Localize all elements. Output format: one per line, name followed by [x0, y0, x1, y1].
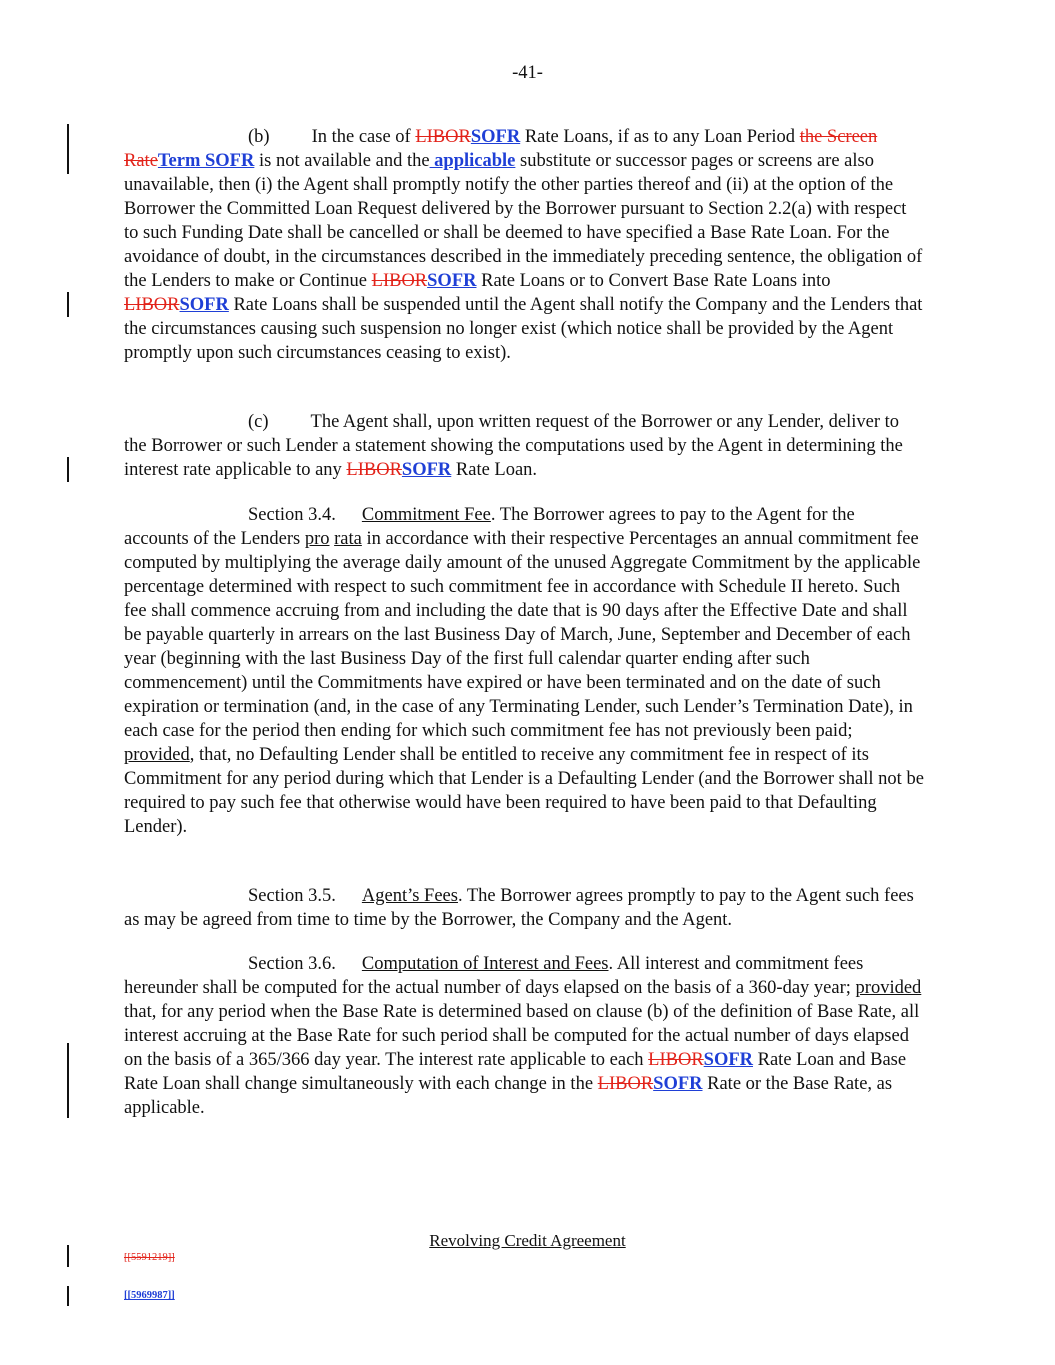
inserted-text: applicable — [429, 151, 516, 171]
section-3-5: Section 3.5. Agent’s Fees. The Borrower agrees promptly to pay to the Agent such fees as may be agreed from time to time by the Borrower, the Company and the Agent. — [124, 886, 914, 930]
paragraph-b: (b) In the case of LIBORSOFR Rate Loans, if as to any Loan Period the Screen RateTerm SOFR is not available and the applicable substitute or successor pages or screens are also unavailable, then (i) the Agent shall promptly notify the other parties thereof and (ii) at the option of the Borrower the Committed Loan Request delivered by the Borrower pursuant to Section 2.2(a) with respect to such Funding Date shall be cancelled or shall be deemed to have specified a Base Rate Loan. For the avoidance of doubt, in the circumstances described in the immediately preceding sentence, the obligation of the Lenders to make or Continue LIBORSOFR Rate Loans or to Convert Base Rate Loans into LIBORSOFR Rate Loans shall be suspended until the Agent shall notify the Company and the Lenders that the circumstances causing such suspension no longer exist (which notice shall be provided by the Agent promptly upon such circumstances ceasing to exist). — [124, 127, 923, 363]
section-heading: Agent’s Fees — [361, 886, 458, 906]
paragraph-c: (c) The Agent shall, upon written request of the Borrower or any Lender, deliver to the Borrower or such Lender a statement showing the computations used by the Agent in determining the interest rate applicable to any LIBORSOFR Rate Loan. — [124, 412, 903, 480]
deleted-text: LIBOR — [648, 1050, 704, 1070]
footer-title: Revolving Credit Agreement — [429, 1231, 626, 1250]
inserted-text: SOFR — [470, 127, 521, 147]
inserted-text: Term SOFR — [157, 151, 255, 171]
change-bar — [67, 1043, 69, 1118]
section-number: Section 3.6. — [248, 954, 336, 974]
change-bar — [67, 1286, 69, 1306]
footer-inserted-doc-ref: [[5969987]] — [124, 1290, 175, 1301]
change-bar — [67, 124, 69, 174]
inserted-text: SOFR — [703, 1050, 753, 1070]
deleted-text: LIBOR — [415, 127, 471, 147]
page-number: -41- — [512, 63, 543, 83]
section-3-6: Section 3.6. Computation of Interest and Fees. All interest and commitment fees hereunder shall be computed for the actual number of days elapsed on the basis of a 360-day year; provided that, for any period when the Base Rate is determined based on clause (b) of the definition of Base Rate, all interest accruing at the Base Rate for such period shall be computed for the actual number of days elapsed on the basis of a 365/366 day year. The interest rate applicable to each LIBORSOFR Rate Loan and Base Rate Loan shall change simultaneously with each change in the LIBORSOFR Rate or the Base Rate, as applicable. — [124, 954, 922, 1118]
change-bar — [67, 457, 69, 482]
inserted-text: SOFR — [401, 460, 452, 480]
deleted-text: LIBOR — [124, 295, 180, 315]
deleted-text: LIBOR — [346, 460, 402, 480]
inserted-text: SOFR — [653, 1074, 703, 1094]
deleted-text: the Screen Rate — [124, 127, 878, 171]
section-number: Section 3.4. — [248, 505, 336, 525]
inserted-text: SOFR — [179, 295, 229, 315]
clause-label: (c) — [248, 412, 269, 432]
section-heading: Computation of Interest and Fees — [361, 954, 609, 974]
deleted-text: LIBOR — [597, 1074, 654, 1094]
clause-label: (b) — [248, 127, 270, 147]
section-heading: Commitment Fee — [361, 505, 491, 525]
change-bar — [67, 292, 69, 317]
inserted-text: SOFR — [427, 271, 477, 291]
section-3-4: Section 3.4. Commitment Fee. The Borrower agrees to pay to the Agent for the accounts of the Lenders pro rata in accordance with their respective Percentages an annual commitment fee computed by multiplying the average daily amount of the unused Aggregate Commitment by the applicable percentage determined with respect to such commitment fee in accordance with Schedule II hereto. Such fee shall commence accruing from and including the date that is 90 days after the Effective Date and shall be payable quarterly in arrears on the last Business Day of March, June, September and December of each year (beginning with the last Business Day of the first full calendar quarter ending after such commencement) until the Commitments have expired or have been terminated and on the date of such expiration or termination (and, in the case of any Terminating Lender, such Lender’s Termination Date), in each case for the period then ending for which such commitment fee has not previously been paid; provided, that, no Defaulting Lender shall be entitled to receive any commitment fee in respect of its Commitment for any period during which that Lender is a Defaulting Lender (and the Borrower shall not be required to pay such fee that otherwise would have been required to have been paid to that Defaulting Lender). — [124, 505, 924, 837]
section-number: Section 3.5. — [248, 886, 336, 906]
deleted-text: LIBOR — [371, 271, 428, 291]
footer-deleted-doc-ref: [[5591219]] — [124, 1252, 175, 1263]
